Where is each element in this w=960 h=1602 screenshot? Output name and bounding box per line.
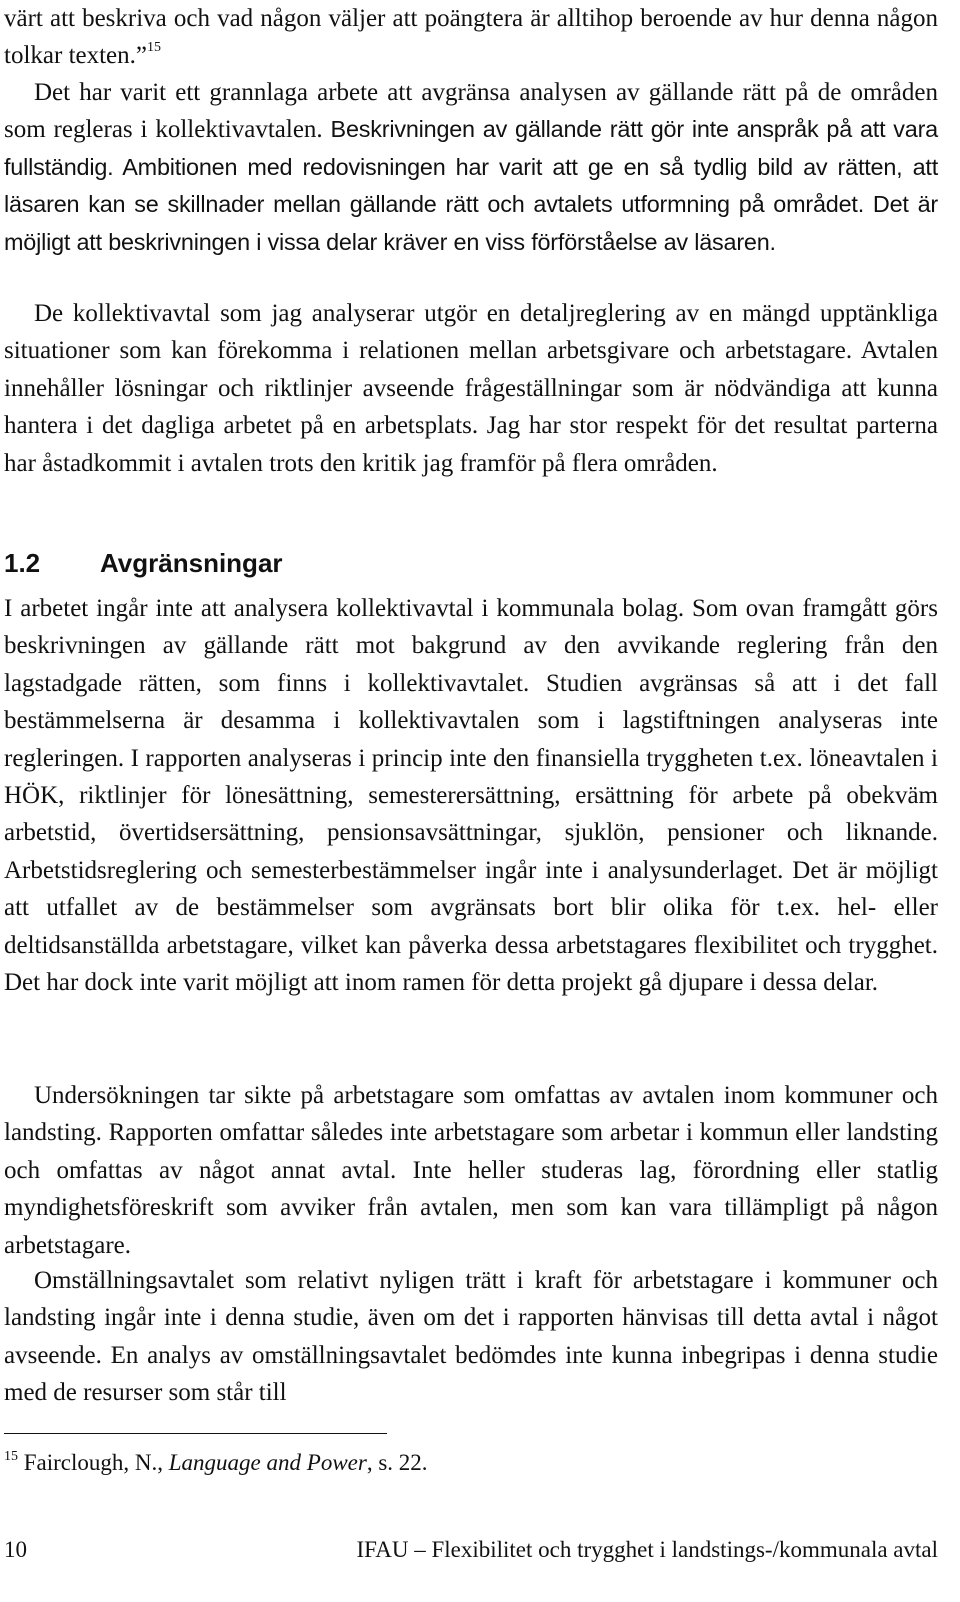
page-number: 10 <box>4 1537 27 1562</box>
footnote <box>4 1448 428 1478</box>
section-heading <box>4 543 283 583</box>
running-footer-title: IFAU – Flexibilitet och trygghet i landstings-/kommunala avtal <box>356 1537 938 1562</box>
footnote-reference: 15 <box>147 40 161 56</box>
footnote-title: Language and Power <box>168 1450 367 1475</box>
paragraph-text: värt att beskriva och vad någon väljer att poängtera är alltihop beroende av hur denna någon tolkar texten.” <box>4 5 938 70</box>
section-number: 1.2 <box>4 548 41 578</box>
footnote-divider <box>4 1433 387 1434</box>
paragraph-transition-agreement: Omställningsavtalet som relativt nyligen trätt i kraft för arbetstagare i kommuner och landsting ingår inte i denna studie, även om det i rapporten hänvisas till detta avtal i något avseende. En analys av omställningsavtalet bedömdes inte kunna inbegripas i denna studie med de resurser som står till <box>4 1267 938 1407</box>
section-title: Avgränsningar <box>100 548 283 578</box>
paragraph-text-serif: Det har varit ett grannlaga arbete att avgränsa analysen av gällande rätt på de områden som regleras i kollektivavtalen. <box>4 79 938 144</box>
paragraph-limitations: I arbetet ingår inte att analysera kollektivavtal i kommunala bolag. Som ovan framgått görs beskrivningen av gällande rätt mot bakgrund av den avvikande reglering från den lagstadgade rätten, som finns i kollektivavtalet. Studien avgränsas så att i det fall bestämmelserna är desamma i kollektivavtalen som i lagstiftningen analyseras inte regleringen. I rapporten analyseras i princip inte den finansiella tryggheten t.ex. löneavtalen i HÖK, riktlinjer för lönesättning, semesterersättning, ersättning för arbete på obekväm arbetstid, övertidsersättning, pensionsavsättningar, sjuklön, pensioner och liknande. Arbetstidsreglering och semesterbestämmelser ingår inte i analysunderlaget. Det är möjligt att utfallet av de bestämmelser som avgränsats bort blir olika för t.ex. hel- eller deltidsanställda arbetstagare, vilket kan påverka dessa arbetstagares flexibilitet och trygghet. Det har dock inte varit möjligt att inom ramen för detta projekt gå djupare i dessa delar. <box>4 595 938 997</box>
footnote-page: , s. 22. <box>366 1450 428 1475</box>
paragraph-scope-intro <box>4 74 938 261</box>
paragraph-text-sans: Beskrivningen av gällande rätt gör inte anspråk på att vara fullständig. Ambitionen med redovisningen har varit att ge en så tydlig bild av rätten, att läsaren kan se skillnader mellan gällande rätt och avtalets utformning på området. Det är möjligt att beskrivningen i vissa delar kräver en viss förförståelse av läsaren. <box>4 116 938 255</box>
footnote-number: 15 <box>4 1449 18 1464</box>
paragraph-continued <box>4 0 938 75</box>
footnote-author: Fairclough, N., <box>23 1450 164 1475</box>
paragraph-collective-agreements: De kollektivavtal som jag analyserar utgör en detaljreglering av en mängd upptänkliga situationer som kan förekomma i relationen mellan arbetsgivare och arbetstagare. Avtalen innehåller lösningar och riktlinjer avseende frågeställningar som är nödvändiga att kunna hantera i det dagliga arbetet på en arbetsplats. Jag har stor respekt för det resultat parterna har åstadkommit i avtalen trots den kritik jag framför på flera områden. <box>4 300 938 477</box>
paragraph-study-scope: Undersökningen tar sikte på arbetstagare som omfattas av avtalen inom kommuner och landsting. Rapporten omfattar således inte arbetstagare som arbetar i kommun eller landsting och omfattas av något annat avtal. Inte heller studeras lag, förordning eller statlig myndighetsföreskrift som avviker från avtalen, men som kan vara tillämpligt på någon arbetstagare. <box>4 1082 938 1259</box>
